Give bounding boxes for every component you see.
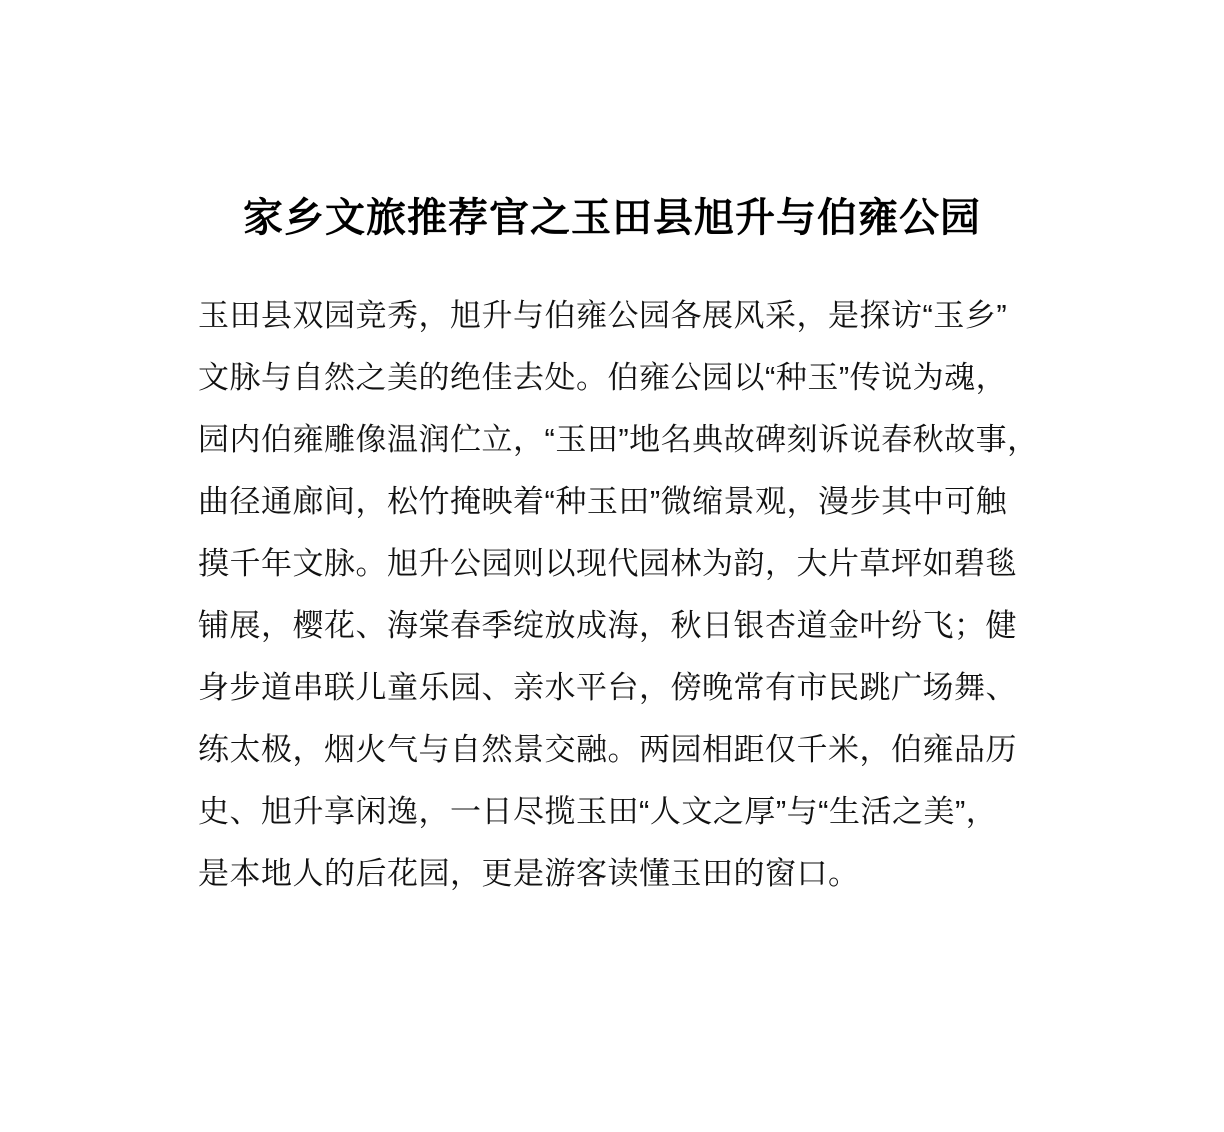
paragraph-line: 铺展，樱花、海棠春季绽放成海，秋日银杏道金叶纷飞；健 (198, 608, 1017, 643)
paragraph-line: 是本地人的后花园，更是游客读懂玉田的窗口。 (198, 856, 860, 891)
document-paragraph (198, 285, 1048, 905)
paragraph-line: 文脉与自然之美的绝佳去处。伯雍公园以“种玉”传说为魂， (198, 360, 1008, 395)
paragraph-line: 摸千年文脉。旭升公园则以现代园林为韵，大片草坪如碧毯 (198, 546, 1017, 581)
paragraph-line: 园内伯雍雕像温润伫立，“玉田”地名典故碑刻诉说春秋故事， (198, 422, 1039, 457)
paragraph-line: 史、旭升享闲逸，一日尽揽玉田“人文之厚”与“生活之美”， (198, 794, 998, 829)
paragraph-line: 玉田县双园竞秀，旭升与伯雍公园各展风采，是探访“玉乡” (198, 298, 1008, 333)
paragraph-line: 练太极，烟火气与自然景交融。两园相距仅千米，伯雍品历 (198, 732, 1017, 767)
paragraph-line: 曲径通廊间，松竹掩映着“种玉田”微缩景观，漫步其中可触 (198, 484, 1008, 519)
paragraph-line: 身步道串联儿童乐园、亲水平台，傍晚常有市民跳广场舞、 (198, 670, 1017, 705)
document-title: 家乡文旅推荐官之玉田县旭升与伯雍公园 (243, 195, 981, 240)
